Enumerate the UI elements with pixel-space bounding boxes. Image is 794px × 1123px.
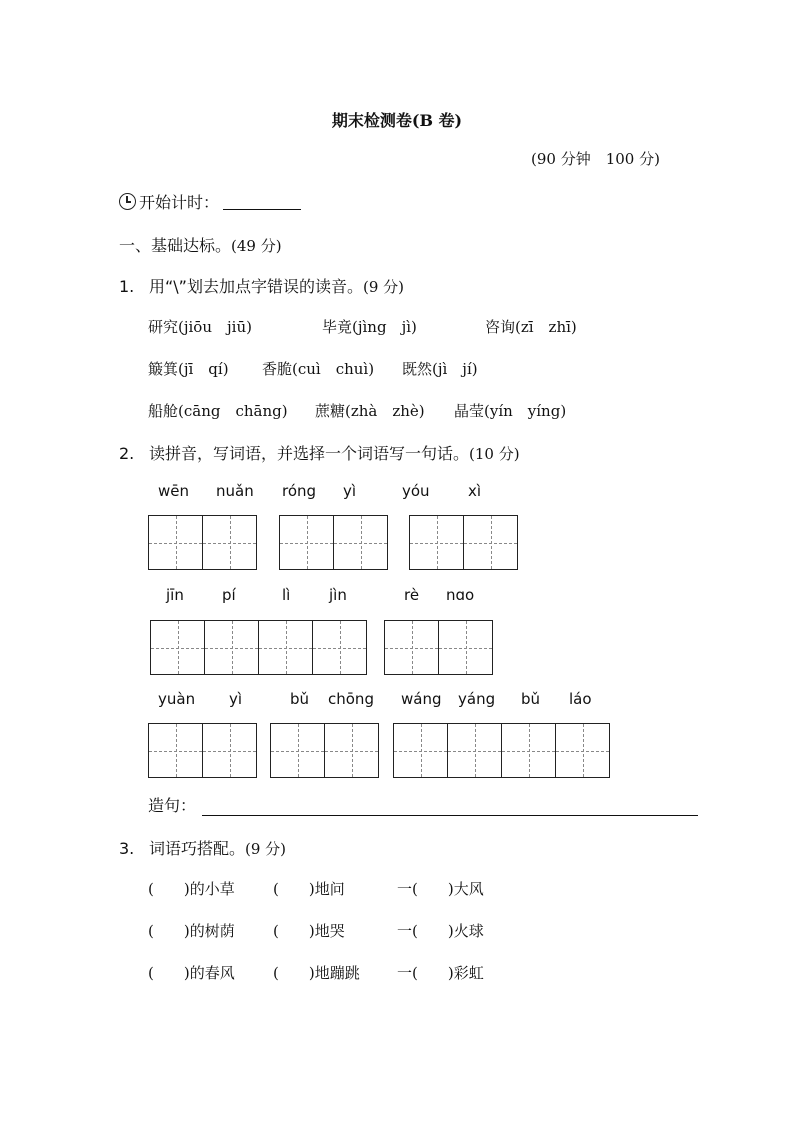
grid-cell[interactable]	[148, 515, 203, 570]
word-item: 研究(jiōu jiū)	[148, 318, 252, 336]
grid-cell[interactable]	[438, 620, 493, 675]
word-item: 簸箕(jī qí)	[148, 360, 229, 378]
pinyin: lì	[282, 586, 291, 604]
timer-line	[119, 190, 301, 213]
match-item: ( )地问	[273, 880, 345, 898]
writing-grid[interactable]	[384, 620, 493, 675]
pinyin: yì	[229, 690, 243, 708]
pinyin: chōng	[328, 690, 374, 708]
clock-icon	[119, 193, 136, 210]
sentence-blank[interactable]	[202, 797, 698, 816]
question-2	[119, 441, 520, 464]
time-and-score: (90 分钟 100 分)	[531, 150, 660, 168]
question-points: (10 分)	[469, 445, 520, 463]
pinyin: yóu	[402, 482, 430, 500]
sentence-line	[148, 793, 698, 816]
question-number: 1.	[119, 277, 135, 296]
pinyin: nɑo	[446, 586, 475, 604]
writing-grid[interactable]	[270, 723, 379, 778]
pinyin: wáng	[401, 690, 442, 708]
grid-cell[interactable]	[393, 723, 448, 778]
pinyin: jìn	[329, 586, 347, 604]
grid-cell[interactable]	[555, 723, 610, 778]
grid-cell[interactable]	[204, 620, 259, 675]
word-item: 蔗糖(zhà zhè)	[315, 402, 425, 420]
grid-cell[interactable]	[258, 620, 313, 675]
writing-grid[interactable]	[279, 515, 388, 570]
match-item: ( )的树荫	[148, 922, 235, 940]
pinyin: yáng	[458, 690, 496, 708]
question-number: 2.	[119, 444, 135, 463]
grid-cell[interactable]	[279, 515, 334, 570]
match-item: 一( )大风	[397, 880, 484, 898]
question-text: 用“\”划去加点字错误的读音。	[149, 277, 363, 296]
sentence-label: 造句：	[148, 796, 197, 815]
match-item: 一( )火球	[397, 922, 484, 940]
grid-cell[interactable]	[150, 620, 205, 675]
pinyin: nuǎn	[216, 482, 254, 500]
question-number: 3.	[119, 839, 135, 858]
grid-cell[interactable]	[463, 515, 518, 570]
word-item: 晶莹(yín yíng)	[454, 402, 567, 420]
grid-cell[interactable]	[384, 620, 439, 675]
writing-grid[interactable]	[148, 723, 257, 778]
section-heading	[119, 233, 282, 256]
word-item: 船舱(cāng chāng)	[148, 402, 288, 420]
section-label: 一、基础达标。	[119, 236, 232, 255]
grid-cell[interactable]	[148, 723, 203, 778]
writing-grid[interactable]	[393, 723, 610, 778]
writing-grid[interactable]	[150, 620, 367, 675]
grid-cell[interactable]	[202, 515, 257, 570]
pinyin: bǔ	[521, 690, 541, 708]
question-3	[119, 836, 286, 859]
question-text: 读拼音，写词语，并选择一个词语写一句话。	[149, 444, 470, 463]
pinyin: róng	[282, 482, 317, 500]
grid-cell[interactable]	[333, 515, 388, 570]
writing-grid[interactable]	[148, 515, 257, 570]
pinyin: pí	[222, 586, 236, 604]
match-item: ( )的春风	[148, 964, 235, 982]
question-1	[119, 274, 404, 297]
pinyin: xì	[468, 482, 482, 500]
question-text: 词语巧搭配。	[149, 839, 246, 858]
writing-grid[interactable]	[409, 515, 518, 570]
question-points: (9 分)	[362, 278, 405, 296]
grid-cell[interactable]	[324, 723, 379, 778]
section-points: (49 分)	[231, 237, 282, 255]
page-title: 期末检测卷(B 卷)	[331, 111, 463, 130]
grid-cell[interactable]	[409, 515, 464, 570]
word-item: 香脆(cuì chuì)	[262, 360, 375, 378]
grid-cell[interactable]	[312, 620, 367, 675]
match-item: ( )地哭	[273, 922, 345, 940]
pinyin: wēn	[158, 482, 190, 500]
timer-label: 开始计时：	[139, 193, 220, 212]
grid-cell[interactable]	[202, 723, 257, 778]
match-item: 一( )彩虹	[397, 964, 484, 982]
grid-cell[interactable]	[270, 723, 325, 778]
word-item: 既然(jì jí)	[402, 360, 478, 378]
word-item: 毕竟(jìng jì)	[322, 318, 417, 336]
pinyin: láo	[569, 690, 592, 708]
pinyin: yì	[343, 482, 357, 500]
pinyin: bǔ	[290, 690, 310, 708]
word-item: 咨询(zī zhī)	[485, 318, 577, 336]
match-item: ( )的小草	[148, 880, 235, 898]
grid-cell[interactable]	[447, 723, 502, 778]
pinyin: rè	[404, 586, 420, 604]
grid-cell[interactable]	[501, 723, 556, 778]
pinyin: jīn	[166, 586, 184, 604]
question-points: (9 分)	[245, 840, 287, 858]
timer-blank[interactable]	[223, 193, 301, 210]
pinyin: yuàn	[158, 690, 196, 708]
match-item: ( )地蹦跳	[273, 964, 360, 982]
